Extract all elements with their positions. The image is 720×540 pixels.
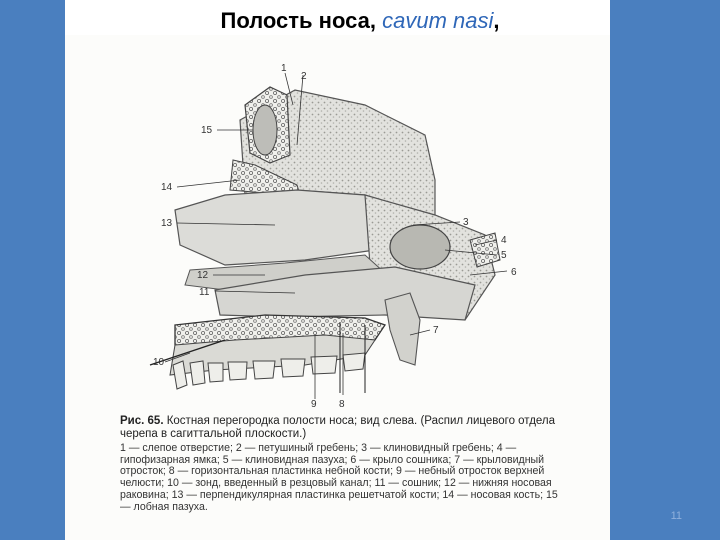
label-3: 3 (463, 217, 469, 228)
label-5: 5 (501, 250, 507, 261)
label-13: 13 (161, 218, 173, 229)
label-10: 10 (153, 357, 165, 368)
label-8: 8 (339, 399, 345, 410)
figure-caption (120, 415, 570, 513)
label-12: 12 (197, 270, 209, 281)
caption-legend: 1 — слепое отверстие; 2 — петушиный гребень; 3 — клиновидный гребень; 4 — гипофизарная ямка; 5 — клиновидная пазуха; 6 — крыло сошника; 7 — крыловидный отросток; 8 — горизонтальная пластинка небной кости; 9 — небный отросток верхней челюсти; 10 — зонд, введенный в резцовый канал; 11 — сошник; 12 — нижняя носовая раковина; 13 — перпендикулярная пластинка решетчатой кости; 14 — носовая кость; 15 — лобная пазуха. (120, 442, 558, 513)
label-9: 9 (311, 399, 317, 410)
label-4: 4 (501, 235, 507, 246)
caption-heading (120, 415, 570, 441)
page-number: 11 (670, 510, 682, 522)
figure-panel (65, 35, 610, 540)
label-6: 6 (511, 267, 517, 278)
caption-description: Костная перегородка полости носа; вид слева. (Распил лицевого отдела черепа в сагиттальной плоскости.) (120, 415, 556, 440)
title-comma: , (493, 8, 500, 33)
label-15: 15 (201, 125, 213, 136)
slide-title (0, 8, 720, 34)
ethmoid-plate (175, 190, 375, 265)
anatomy-illustration (65, 35, 610, 410)
label-1: 1 (281, 63, 287, 74)
left-blue-band (0, 0, 65, 540)
caption-number: Рис. 65. (120, 415, 164, 427)
title-main: Полость носа, (220, 8, 383, 33)
right-blue-band (610, 0, 720, 540)
title-latin: cavum nasi (382, 8, 494, 33)
sphenoid-sinus (390, 225, 450, 269)
label-2: 2 (301, 71, 307, 82)
label-7: 7 (433, 325, 439, 336)
label-11: 11 (199, 287, 210, 298)
label-14: 14 (161, 182, 173, 193)
